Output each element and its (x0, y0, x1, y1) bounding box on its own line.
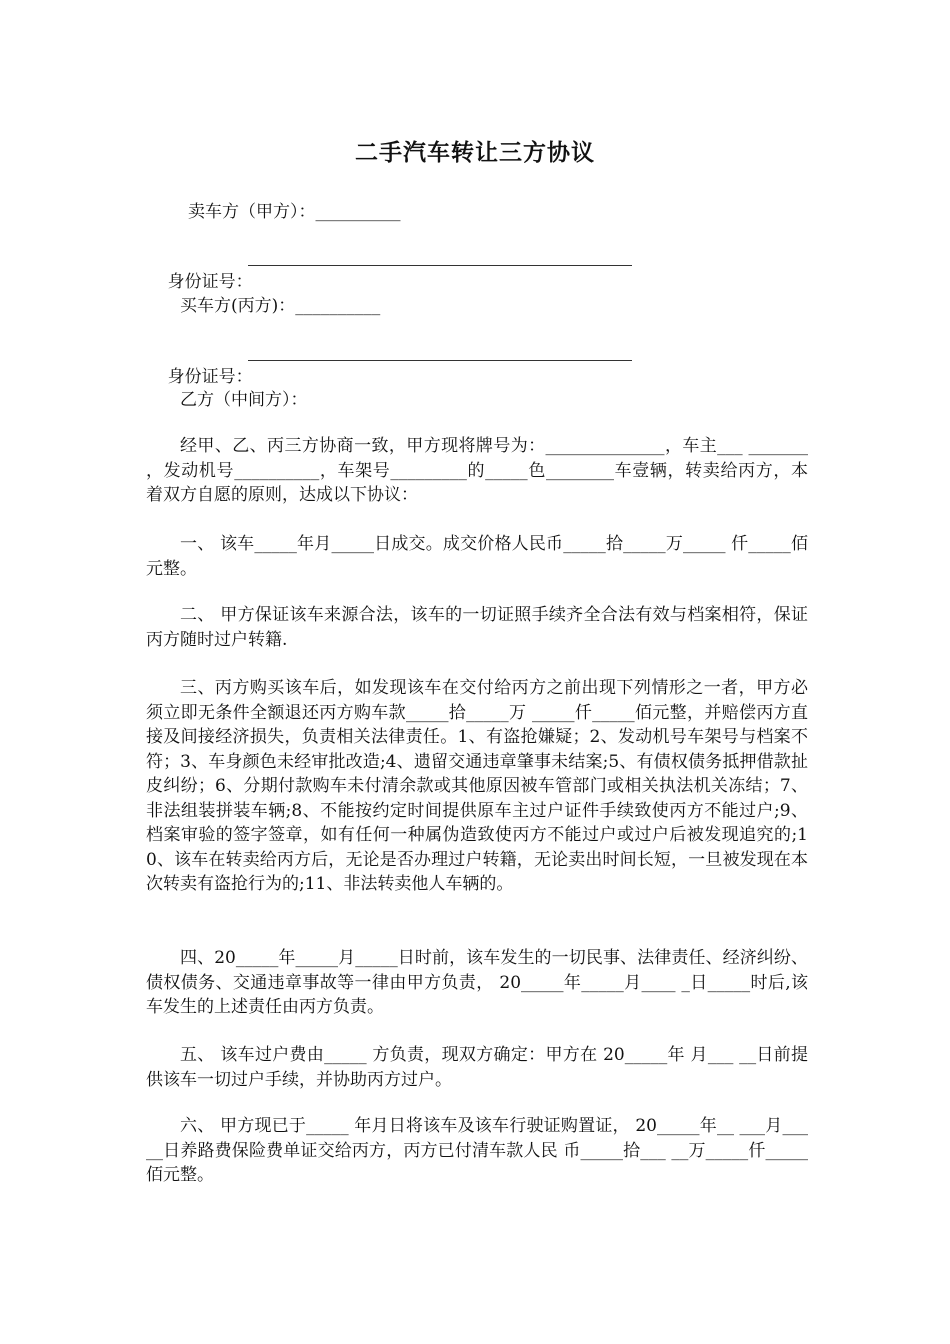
seller-id-label: 身份证号： (167, 272, 253, 292)
clause-5: 五、 该车过户费由_____ 方负责，现双方确定：甲方在 20_____年 月___ __日前提供该车一切过户手续，并协助丙方过户。 (146, 1045, 808, 1090)
clause-3: 三、丙方购买该车后，如发现该车在交付给丙方之前出现下列情形之一者，甲方必须立即无条件全额退还丙方购车款_____拾_____万 _____仟_____佰元整，并赔偿丙方直接及间接经济损失，负责相关法律责任。1、有盗抢嫌疑；2、发动机号车架号与档案不符；3、车身颜色未经审批改造;4、遗留交通违章肇事未结案;5、有债权债务抵押借款扯皮纠纷；6、分期付款购车未付清余款或其他原因被车管部门或相关执法机关冻结；7、非法组装拼装车辆;8、不能按约定时间提供原车主过户证件手续致使丙方不能过户;9、档案审验的签字签章，如有任何一种属伪造致使丙方不能过户或过户后被发现追究的;10、该车在转卖给丙方后，无论是否办理过户转籍，无论卖出时间长短，一旦被发现在本次转卖有盗抢行为的;11、非法转卖他人车辆的。 (146, 678, 808, 894)
document-title: 二手汽车转让三方协议 (355, 140, 595, 166)
clause-4: 四、20_____年_____月_____日时前，该车发生的一切民事、法律责任、经济纠纷、债权债务、交通违章事故等一律由甲方负责， 20_____年_____月____ _日_____时后,该车发生的上述责任由丙方负责。 (146, 948, 808, 1017)
buyer-id-blank (248, 342, 632, 361)
buyer-line: 买车方(丙方)：__________ (180, 296, 381, 316)
seller-line: 卖车方（甲方）：__________ (188, 202, 401, 222)
clause-6: 六、 甲方现已于_____ 年月日将该车及该车行驶证购置证， 20_____年__ ___月_____日养路费保险费单证交给丙方，丙方已付清车款人民 币_____拾___ __万_____仟_____佰元整。 (146, 1116, 808, 1185)
intro-paragraph: 经甲、乙、丙三方协商一致，甲方现将牌号为：______________，车主___ _______ ，发动机号__________，车架号_________的_____色________车壹辆，转卖给丙方，本着双方自愿的原则，达成以下协议： (146, 436, 814, 505)
clause-2: 二、 甲方保证该车来源合法，该车的一切证照手续齐全合法有效与档案相符，保证丙方随时过户转籍. (146, 605, 808, 650)
middle-party-line: 乙方（中间方）： (180, 390, 308, 410)
seller-id-blank (248, 247, 632, 266)
clause-1: 一、 该车_____年月_____日成交。成交价格人民币_____拾_____万_____ 仟_____佰元整。 (146, 534, 808, 579)
buyer-id-label: 身份证号： (167, 367, 253, 387)
